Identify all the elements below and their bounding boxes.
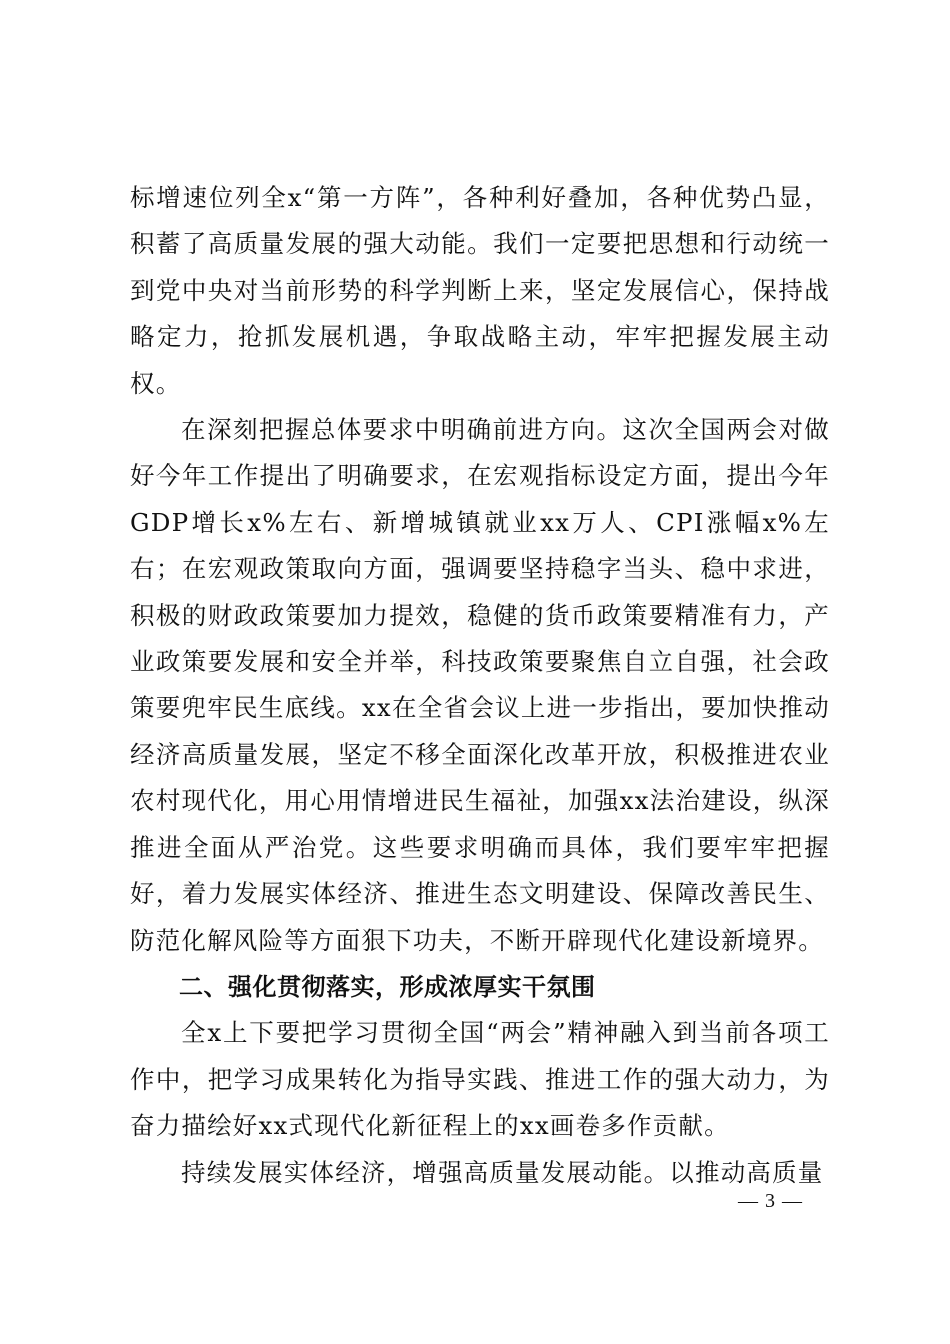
paragraph-real-economy: 持续发展实体经济，增强高质量发展动能。以推动高质量: [181, 1157, 824, 1187]
section-heading: 二、强化贯彻落实，形成浓厚实干氛围: [179, 972, 596, 1001]
document-page: [130, 175, 830, 1196]
paragraph-opening: 标增速位列全x“第一方阵”，各种利好叠加，各种优势凸显，积蓄了高质量发展的强大动能。我们一定要把思想和行动统一到党中央对当前形势的科学判断上来，坚定发展信心，保持战略定力，抢抓发展机遇，争取战略主动，牢牢把握发展主动权。: [130, 183, 830, 398]
page-number: — 3 —: [738, 1190, 803, 1212]
paragraph-overall-requirements: 在深刻把握总体要求中明确前进方向。这次全国两会对做好今年工作提出了明确要求，在宏观指标设定方面，提出今年GDP增长x%左右、新增城镇就业xx万人、CPI涨幅x%左右；在宏观政策取向方面，强调要坚持稳字当头、稳中求进，积极的财政政策要加力提效，稳健的货币政策要精准有力，产业政策要发展和安全并举，科技政策要聚焦自立自强，社会政策要兜牢民生底线。xx在全省会议上进一步指出，要加快推动经济高质量发展，坚定不移全面深化改革开放，积极推进农业农村现代化，用心用情增进民生福祉，加强xx法治建设，纵深推进全面从严治党。这些要求明确而具体，我们要牢牢把握好，着力发展实体经济、推进生态文明建设、保障改善民生、防范化解风险等方面狠下功夫，不断开辟现代化建设新境界。: [130, 415, 830, 955]
paragraph-implementation: 全x上下要把学习贯彻全国“两会”精神融入到当前各项工作中，把学习成果转化为指导实践、推进工作的强大动力，为奋力描绘好xx式现代化新征程上的xx画卷多作贡献。: [130, 1018, 830, 1141]
